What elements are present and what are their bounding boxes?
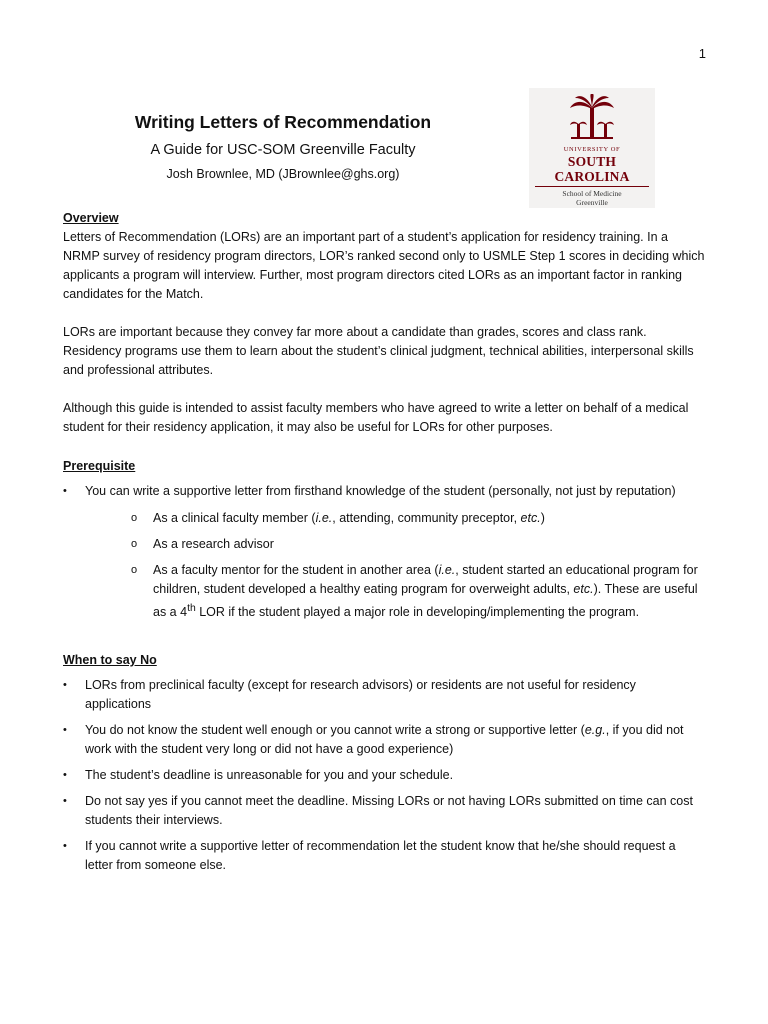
logo-school-line1: School of Medicine	[562, 189, 622, 198]
document-subtitle: A Guide for USC-SOM Greenville Faculty	[150, 142, 416, 158]
list-item: o As a research advisor	[131, 535, 705, 554]
logo-school-line2: Greenville	[576, 198, 608, 207]
document-body	[63, 209, 705, 882]
list-item: • You do not know the student well enough or you cannot write a strong or supportive letter (e.g., if you did not work with the student very long or did not have a good experience)	[63, 721, 705, 759]
overview-heading: Overview	[63, 211, 119, 225]
document-title: Writing Letters of Recommendation	[134, 112, 432, 132]
title-block	[63, 110, 503, 183]
list-item	[63, 482, 705, 622]
list-item: • LORs from preclinical faculty (except for research advisors) or residents are not useful for residency applications	[63, 676, 705, 714]
palmetto-tree-icon	[567, 94, 617, 140]
page-number: 1	[698, 46, 706, 61]
logo-university-of: UNIVERSITY OF	[563, 146, 621, 153]
overview-paragraph-1: Letters of Recommendation (LORs) are an important part of a student’s application for residency training. In a NRMP survey of residency program directors, LOR’s ranked second only to USMLE Step 1 scores in deciding which applicants a program will interview. Further, most program directors cited LORs as an important factor in ranking candidates for the Match.	[63, 230, 705, 301]
list-item: o As a clinical faculty member (i.e., attending, community preceptor, etc.)	[131, 509, 705, 528]
logo-divider	[535, 186, 649, 187]
author-line: Josh Brownlee, MD (JBrownlee@ghs.org)	[166, 167, 400, 181]
overview-paragraph-2: LORs are important because they convey far more about a candidate than grades, scores and class rank. Residency programs use them to learn about the student’s clinical judgment, technical abilities, interpersonal skills and professional attributes.	[63, 325, 694, 377]
prerequisite-heading: Prerequisite	[63, 459, 136, 473]
list-item: o As a faculty mentor for the student in another area (i.e., student started an educational program for children, student developed a healthy eating program for overweight adults, etc.). These are useful as a 4th LOR if the student played a major role in developing/implementing the program.	[131, 561, 705, 622]
spacer	[63, 629, 705, 651]
usc-logo	[529, 88, 655, 208]
prerequisite-list	[63, 482, 705, 622]
prerequisite-bullet-1: You can write a supportive letter from firsthand knowledge of the student (personally, not just by reputation)	[85, 484, 676, 498]
when-to-say-no-heading: When to say No	[63, 653, 157, 668]
logo-university-name: SOUTH CAROLINA	[554, 154, 630, 184]
list-item: • Do not say yes if you cannot meet the deadline. Missing LORs or not having LORs submitted on time can cost students their interviews.	[63, 792, 705, 830]
overview-paragraph-3: Although this guide is intended to assist faculty members who have agreed to write a letter on behalf of a medical student for their residency application, it may also be useful for LORs for other purposes.	[63, 401, 689, 434]
prerequisite-sublist	[85, 509, 705, 622]
when-to-say-no-list	[63, 676, 705, 875]
list-item: • The student’s deadline is unreasonable for you and your schedule.	[63, 766, 705, 785]
spacer	[63, 437, 705, 457]
list-item: • If you cannot write a supportive letter of recommendation let the student know that he/she should request a letter from someone else.	[63, 837, 705, 875]
document-header	[63, 110, 705, 220]
